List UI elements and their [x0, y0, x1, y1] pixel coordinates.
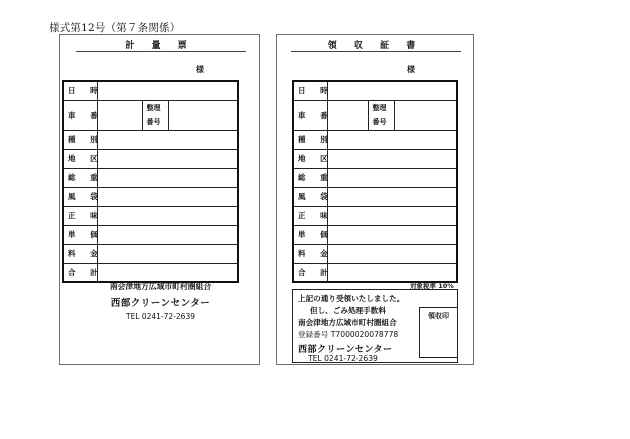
issuer-tel: TEL 0241-72-2639: [125, 312, 195, 321]
receipt-line-fee-note: 但し、ごみ処理手数料: [310, 306, 386, 315]
label-net-weight: 正 味: [63, 206, 97, 225]
value-datetime[interactable]: [97, 81, 238, 100]
label-fee: 料 金: [63, 244, 97, 263]
row-fee: [293, 244, 457, 263]
value-net-weight[interactable]: [97, 206, 238, 225]
receipt-line-received: 上記の通り受領いたしました。: [298, 294, 405, 303]
label-gross-weight: 総 重: [63, 168, 97, 187]
receipt-line-center: 西部クリーンセンター: [298, 345, 393, 355]
value-fee[interactable]: [97, 244, 238, 263]
receipt-line-registration: 登録番号 T7000020078778: [298, 330, 399, 339]
value-bag[interactable]: [327, 187, 457, 206]
label-vehicle-no: 車 番: [293, 100, 327, 130]
weighing-slip-title: 計 量 票: [125, 41, 194, 51]
label-total: 合 計: [293, 263, 327, 282]
row-fee: [63, 244, 238, 263]
receipt-stamp-box[interactable]: [419, 307, 458, 358]
row-total: [293, 263, 457, 282]
value-district[interactable]: [327, 149, 457, 168]
label-datetime: 日 時: [293, 81, 327, 100]
row-vehicle: [293, 100, 457, 130]
value-unit-price[interactable]: [97, 225, 238, 244]
receipt-card: [276, 34, 474, 365]
label-gross-weight: 総 重: [293, 168, 327, 187]
label-fee: 料 金: [293, 244, 327, 263]
row-category: [293, 130, 457, 149]
label-category: 種 別: [293, 130, 327, 149]
weighing-slip-table: [62, 80, 239, 283]
label-vehicle-no: 車 番: [63, 100, 97, 130]
value-datetime[interactable]: [327, 81, 457, 100]
value-total[interactable]: [327, 263, 457, 282]
value-category[interactable]: [97, 130, 238, 149]
row-district: [293, 149, 457, 168]
label-unit-price: 単 価: [63, 225, 97, 244]
issuer-union-name: 南会津地方広域市町村圏組合: [109, 282, 212, 291]
row-net-weight: [293, 206, 457, 225]
row-gross-weight: [63, 168, 238, 187]
form-number-label: 様式第12号（第７条関係）: [49, 22, 181, 34]
honorific-sama: 様: [196, 65, 204, 74]
weighing-slip-card: [59, 34, 260, 365]
receipt-line-tel: TEL 0241-72-2639: [308, 354, 378, 363]
stamp-label: 領収印: [428, 312, 449, 320]
receipt-line-union: 南会津地方広域市町村圏組合: [298, 318, 397, 327]
honorific-sama: 様: [407, 65, 415, 74]
receipt-statement-box: [292, 289, 458, 363]
label-ref-no: 整理 番号: [368, 100, 394, 130]
label-category: 種 別: [63, 130, 97, 149]
label-district: 地 区: [293, 149, 327, 168]
label-net-weight: 正 味: [293, 206, 327, 225]
label-unit-price: 単 価: [293, 225, 327, 244]
row-bag: [63, 187, 238, 206]
row-category: [63, 130, 238, 149]
tax-rate-note: 対象税率 10%: [410, 282, 454, 290]
value-net-weight[interactable]: [327, 206, 457, 225]
value-fee[interactable]: [327, 244, 457, 263]
value-ref-no[interactable]: [168, 100, 238, 130]
label-bag: 風 袋: [63, 187, 97, 206]
value-ref-no[interactable]: [394, 100, 457, 130]
label-datetime: 日 時: [63, 81, 97, 100]
row-gross-weight: [293, 168, 457, 187]
row-net-weight: [63, 206, 238, 225]
row-vehicle: [63, 100, 238, 130]
row-total: [63, 263, 238, 282]
title-underline: [76, 51, 246, 52]
value-gross-weight[interactable]: [97, 168, 238, 187]
value-total[interactable]: [97, 263, 238, 282]
value-gross-weight[interactable]: [327, 168, 457, 187]
title-underline: [291, 51, 461, 52]
row-bag: [293, 187, 457, 206]
label-ref-no: 整理 番号: [142, 100, 168, 130]
row-datetime: [63, 81, 238, 100]
label-district: 地 区: [63, 149, 97, 168]
value-unit-price[interactable]: [327, 225, 457, 244]
row-district: [63, 149, 238, 168]
row-datetime: [293, 81, 457, 100]
value-category[interactable]: [327, 130, 457, 149]
row-unit-price: [63, 225, 238, 244]
value-bag[interactable]: [97, 187, 238, 206]
value-district[interactable]: [97, 149, 238, 168]
receipt-table: [292, 80, 458, 283]
issuer-center-name: 西部クリーンセンター: [110, 298, 211, 309]
receipt-title: 領 収 証 書: [327, 41, 423, 51]
label-total: 合 計: [63, 263, 97, 282]
label-bag: 風 袋: [293, 187, 327, 206]
row-unit-price: [293, 225, 457, 244]
